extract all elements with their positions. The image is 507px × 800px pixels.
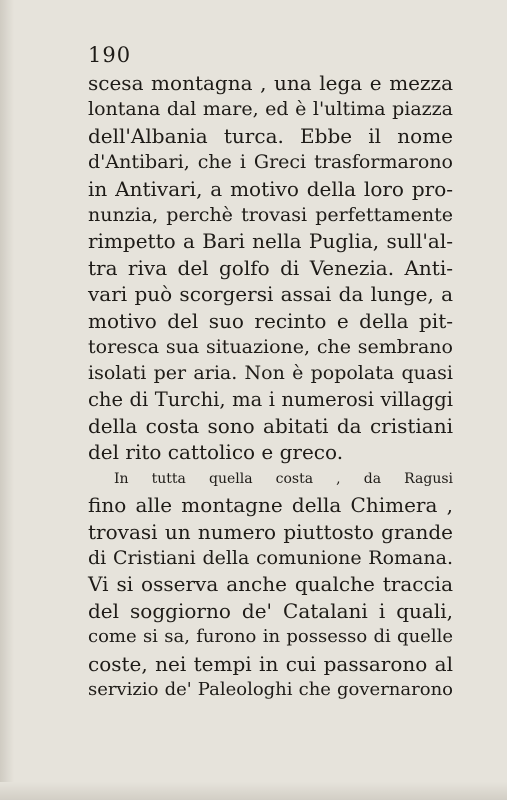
text-line: lontana dal mare, ed è l'ultima piazza	[88, 98, 453, 121]
text-line: d'Antibari, che i Greci trasformarono	[88, 151, 453, 174]
scan-shadow-bottom	[0, 782, 507, 800]
text-line: servizio de' Paleologhi che governarono	[88, 678, 453, 700]
text-line: dell'Albania turca. Ebbe il nome	[88, 123, 453, 148]
text-line: Vi si osserva anche qualche traccia	[88, 572, 453, 597]
text-line: scesa montagna , una lega e mezza	[88, 71, 453, 95]
text-line: coste, nei tempi in cui passarono al	[88, 651, 453, 676]
text-line: fino alle montagne della Chimera ,	[88, 493, 453, 518]
text-line: come si sa, furono in possesso di quelle	[88, 626, 453, 648]
page-body-text	[88, 70, 453, 703]
text-line: rimpetto a Bari nella Puglia, sull'al-	[88, 229, 453, 254]
text-line: di Cristiani della comunione Romana.	[88, 547, 453, 570]
text-line: In tutta quella costa , da Ragusi	[114, 470, 453, 487]
text-line: toresca sua situazione, che sembrano	[88, 335, 453, 358]
text-line: che di Turchi, ma i numerosi villaggi	[88, 387, 453, 411]
text-line: nunzia, perchè trovasi perfettamente	[88, 203, 453, 226]
page-number: 190	[88, 43, 132, 67]
text-line: isolati per aria. Non è popolata quasi	[88, 362, 453, 385]
book-page	[88, 40, 453, 703]
text-line: tra riva del golfo di Venezia. Anti-	[88, 255, 453, 280]
text-line: vari può scorgersi assai da lunge, a	[88, 282, 453, 307]
text-line: in Antivari, a motivo della loro pro-	[88, 176, 453, 201]
text-line: del rito cattolico e greco.	[88, 440, 344, 465]
text-line: della costa sono abitati da cristiani	[88, 414, 453, 439]
text-line: motivo del suo recinto e della pit-	[88, 308, 453, 333]
text-line: trovasi un numero piuttosto grande	[88, 519, 453, 544]
scan-shadow-left	[0, 0, 14, 800]
text-line: del soggiorno de' Catalani i quali,	[88, 598, 453, 623]
